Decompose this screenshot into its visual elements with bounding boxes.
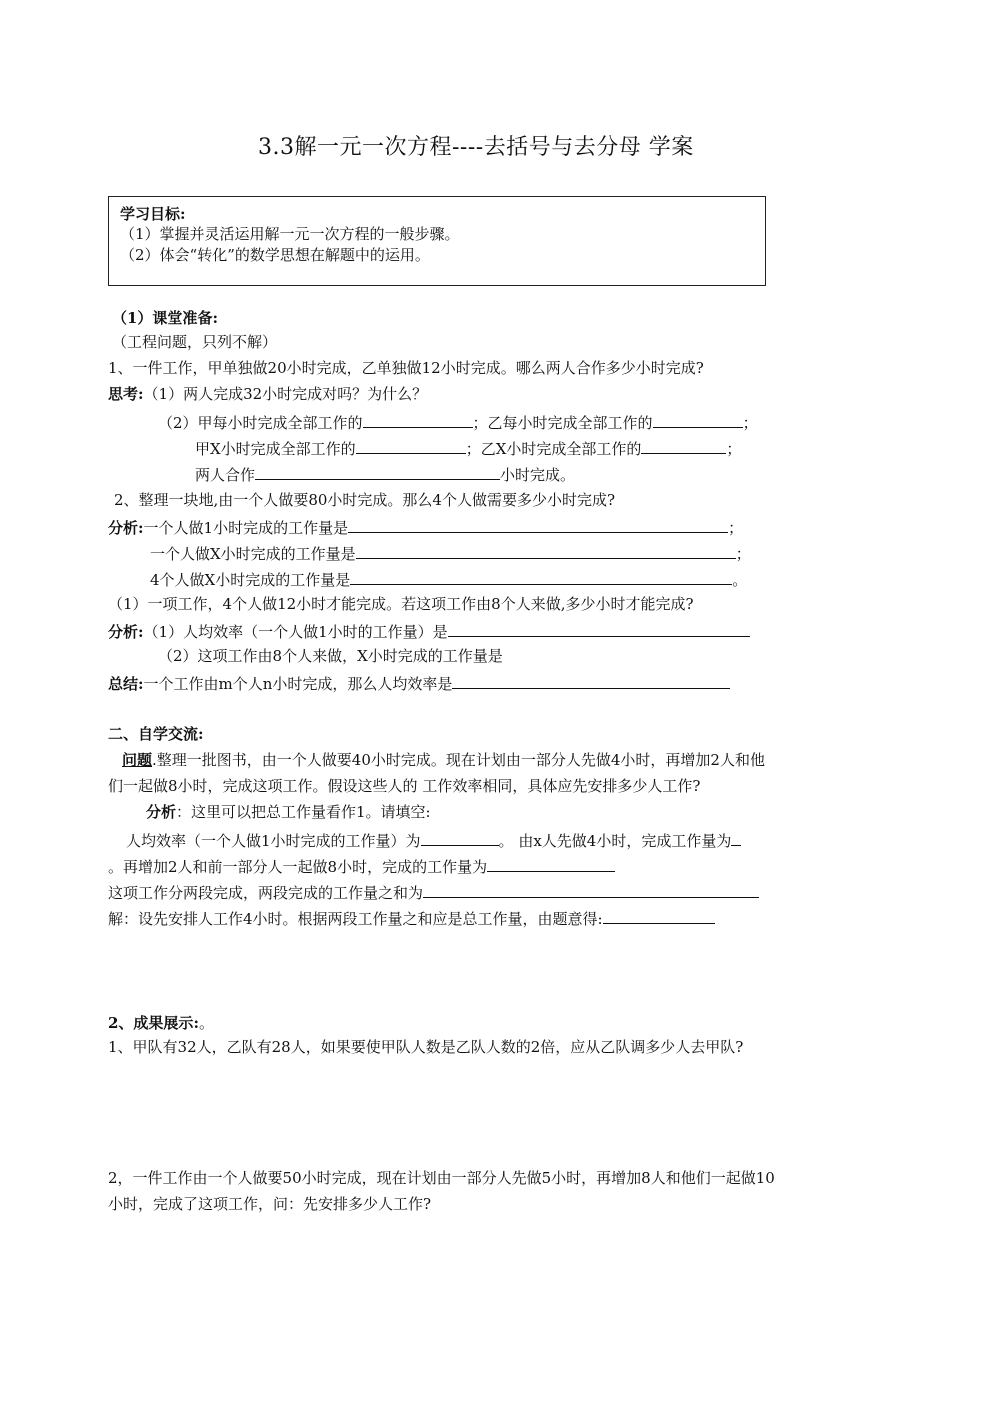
semicolon: ； xyxy=(742,414,758,432)
think-4a: 两人合作 xyxy=(195,466,256,484)
fill-4: 解：设先安排人工作4小时。根据两段工作量之和应是总工作量，由题意得: xyxy=(108,910,603,928)
semicolon: ； xyxy=(728,519,744,537)
prep-question-2: 2、整理一块地,由一个人做要80小时完成。那么4个人做需要多少小时完成? xyxy=(114,491,615,509)
blank[interactable] xyxy=(487,855,615,872)
self-study-heading: 二、自学交流: xyxy=(108,725,204,743)
semicolon: ； xyxy=(735,545,751,563)
analysis-3: 4个人做X小时完成的工作量是 xyxy=(150,571,351,589)
blank[interactable] xyxy=(348,516,728,533)
results-question-2-line-1: 2，一件工作由一个人做要50小时完成，现在计划由一部分人先做5小时，再增加8人和他们一起做10 xyxy=(108,1169,775,1187)
blank[interactable] xyxy=(356,437,466,454)
analysis-b2: （2）这项工作由8个人来做，X小时完成的工作量是 xyxy=(158,647,503,665)
think-label: 思考: xyxy=(108,385,144,403)
goal-item-2: （2）体会“转化”的数学思想在解题中的运用。 xyxy=(120,246,430,264)
blank[interactable] xyxy=(731,829,741,846)
blank[interactable] xyxy=(421,829,499,846)
think-2a: （2）甲每小时完成全部工作的 xyxy=(158,414,363,432)
think-2b: ；乙每小时完成全部工作的 xyxy=(472,414,653,432)
analysis-label: 分析: xyxy=(108,519,144,537)
think-3a: 甲X小时完成全部工作的 xyxy=(195,440,356,458)
results-heading-tail: 。 xyxy=(198,1014,214,1032)
self-analysis-label: 分析 xyxy=(146,803,177,821)
self-analysis-text: ：这里可以把总工作量看作1。请填空: xyxy=(176,803,431,821)
blank[interactable] xyxy=(653,411,743,428)
blank[interactable] xyxy=(255,463,500,480)
blank[interactable] xyxy=(448,620,750,637)
page-title: 3.3解一元一次方程----去括号与去分母 学案 xyxy=(258,135,694,160)
fill-2: 。再增加2人和前一部分人一起做8小时，完成的工作量为 xyxy=(108,858,488,876)
blank[interactable] xyxy=(363,411,473,428)
blank[interactable] xyxy=(350,568,732,585)
analysis-1: 一个人做1小时完成的工作量是 xyxy=(143,519,349,537)
summary-label: 总结: xyxy=(108,675,144,693)
blank[interactable] xyxy=(603,907,715,924)
results-question-1: 1、甲队有32人，乙队有28人，如果要使甲队人数是乙队人数的2倍，应从乙队调多少人去甲队? xyxy=(108,1038,744,1056)
analysis-b1: （1）人均效率（一个人做1小时的工作量）是 xyxy=(143,623,448,641)
prep-heading: （1）课堂准备: xyxy=(112,309,218,327)
prep-question-3: （1）一项工作，4个人做12小时才能完成。若这项工作由8个人来做,多少小时才能完成? xyxy=(108,595,694,613)
summary-text: 一个工作由m个人n小时完成，那么人均效率是 xyxy=(143,675,453,693)
blank[interactable] xyxy=(356,542,736,559)
period: 。 xyxy=(732,571,748,589)
fill-1b: 。 由x人先做4小时，完成工作量为 xyxy=(498,832,732,850)
blank[interactable] xyxy=(641,437,726,454)
prep-question-1: 1、一件工作，甲单独做20小时完成，乙单独做12小时完成。哪么两人合作多少小时完成? xyxy=(108,359,704,377)
results-question-2-line-2: 小时，完成了这项工作，问：先安排多少人工作? xyxy=(108,1195,432,1213)
think-4b: 小时完成。 xyxy=(500,466,576,484)
results-heading: 2、成果展示: xyxy=(108,1014,199,1032)
blank[interactable] xyxy=(423,881,759,898)
analysis-2: 一个人做X小时完成的工作量是 xyxy=(150,545,356,563)
analysis-label: 分析: xyxy=(108,623,144,641)
goal-item-1: （1）掌握并灵活运用解一元一次方程的一般步骤。 xyxy=(120,225,460,243)
blank[interactable] xyxy=(452,672,730,689)
problem-label: 问题 xyxy=(122,751,153,769)
problem-line-1: .整理一批图书，由一个人做要40小时完成。现在计划由一部分人先做4小时，再增加2人和他 xyxy=(152,751,765,769)
think-3b: ；乙X小时完成全部工作的 xyxy=(465,440,642,458)
fill-3: 这项工作分两段完成，两段完成的工作量之和为 xyxy=(108,884,424,902)
fill-1a: 人均效率（一个人做1小时完成的工作量）为 xyxy=(126,832,421,850)
problem-line-2: 们一起做8小时，完成这项工作。假设这些人的 工作效率相同，具体应先安排多少人工作? xyxy=(108,777,701,795)
think-1: （1）两人完成32小时完成对吗？为什么？ xyxy=(143,385,428,403)
goals-heading: 学习目标: xyxy=(120,205,186,223)
prep-note: （工程问题，只列不解） xyxy=(112,333,278,351)
semicolon: ； xyxy=(726,440,742,458)
